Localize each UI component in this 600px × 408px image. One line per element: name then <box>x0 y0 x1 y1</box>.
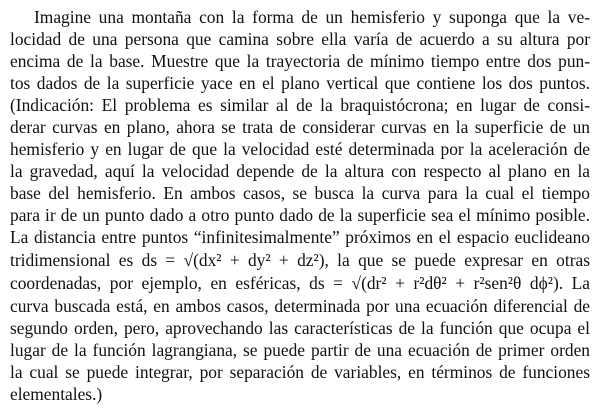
paragraph-line-6: derar curvas en plano, ahora se trata de considerar curvas en la superficie de un <box>10 117 590 137</box>
paragraph-line-12-with-ds-cartesian-formula: tridimensional es ds = √(dx² + dy² + dz²), la que se puede expresar en otras <box>10 250 590 270</box>
paragraph-line-7: hemisferio y en lugar de que la velocidad esté determinada por la aceleración de <box>10 139 590 159</box>
paragraph-line-16: lugar de la función lagrangiana, se puede partir de una ecuación de primer orden <box>10 340 590 360</box>
paragraph-line-3: encima de la base. Muestre que la trayectoria de mínimo tiempo entre dos pun- <box>10 51 590 71</box>
paragraph-line-9: base del hemisferio. En ambos casos, se busca la curva para la cual el tiempo <box>10 183 590 203</box>
paragraph-line-1: Imagine una montaña con la forma de un hemisferio y suponga que la ve- <box>34 7 590 27</box>
paragraph-line-15: segundo orden, pero, aprovechando las características de la función que ocupa el <box>10 318 590 338</box>
paragraph-line-4: tos dados de la superficie yace en el plano vertical que contiene los dos puntos. <box>10 73 590 93</box>
paragraph-line-5: (Indicación: El problema es similar al de la braquistócrona; en lugar de consi- <box>10 95 590 115</box>
paragraph-line-2: locidad de una persona que camina sobre ella varía de acuerdo a su altura por <box>10 29 590 49</box>
paragraph-line-14: curva buscada está, en ambos casos, determinada por una ecuación diferencial de <box>10 296 590 316</box>
paragraph-line-13-with-ds-spherical-formula: coordenadas, por ejemplo, en esféricas, ds = √(dr² + r²dθ² + r²sen²θ dϕ²). La <box>10 273 590 293</box>
paragraph-line-10: para ir de un punto dado a otro punto dado de la superficie sea el mínimo posible. <box>10 205 590 225</box>
paragraph-line-17: la cual se puede integrar, por separación de variables, en términos de funciones <box>10 362 590 382</box>
paragraph-line-11: La distancia entre puntos “infinitesimalmente” próximos en el espacio euclideano <box>10 227 590 247</box>
paragraph-line-8: la gravedad, aquí la velocidad depende de la altura con respecto al plano en la <box>10 161 590 181</box>
paragraph-line-18: elementales.) <box>10 384 103 404</box>
